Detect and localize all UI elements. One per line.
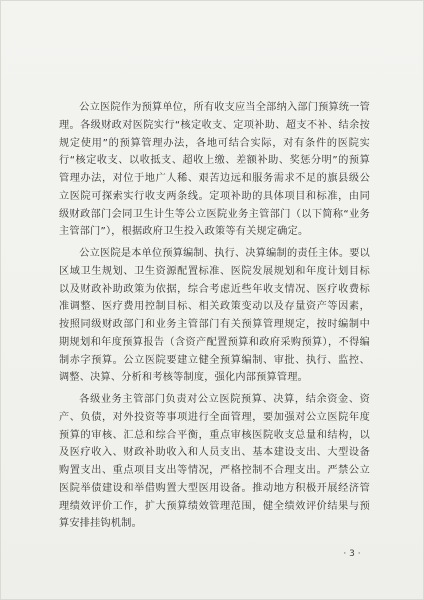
document-body xyxy=(59,99,370,533)
paragraph-supervisory-departments: 各级业务主管部门负责对公立医院预算、决算，结余资金、资产、负债，对外投资等事项进行全面管理，要加强对公立医院年度预算的审核、汇总和综合平衡，重点审核医院收支总量和结构，以及医疗收入、财政补助收入和人员支出、基本建设支出、大型设备购置支出、重点项目支出等情况，严格控制不合理支出。严禁公立医院举债建设和举借购置大型医用设备。推动地方积极开展经济管理绩效评价工作，扩大预算绩效管理范围，健全绩效评价结果与预算安排挂钩机制。 xyxy=(59,394,370,530)
paragraph-budget-management: 公立医院作为预算单位，所有收支应当全部纳入部门预算统一管理。各级财政对医院实行“核定收支、定项补助、超支不补、结余按规定使用”的预算管理办法，各地可结合实际，对有条件的医院实行“核定收支、以收抵支、超收上缴、差额补助、奖惩分明”的预算管理办法，对位于地广人稀、艰苦边远和服务需求不足的旗县级公立医院可探索实行收支两条线。定项补助的具体项目和标准，由同级财政部门会同卫生计生等公立医院业务主管部门（以下简称“业务主管部门”），根据政府卫生投入政策等有关规定确定。 xyxy=(59,102,370,238)
page-number: · 3 · xyxy=(343,549,361,559)
paragraph-hospital-responsibility: 公立医院是本单位预算编制、执行、决算编制的责任主体。要以区域卫生规划、卫生资源配置标准、医院发展规划和年度计划目标以及财政补助政策为依据，综合考虑近些年收支情况、医疗收费标准调整、医疗费用控制目标、相关政策变动以及存量资产等因素，按照同级财政部门和业务主管部门有关预算管理规定，按时编制中期规划和年度预算报告（含资产配置预算和政府采购预算），不得编制赤字预算。公立医院要建立健全预算编制、审批、执行、监控、调整、决算、分析和考核等制度，强化内部预算管理。 xyxy=(59,248,370,384)
